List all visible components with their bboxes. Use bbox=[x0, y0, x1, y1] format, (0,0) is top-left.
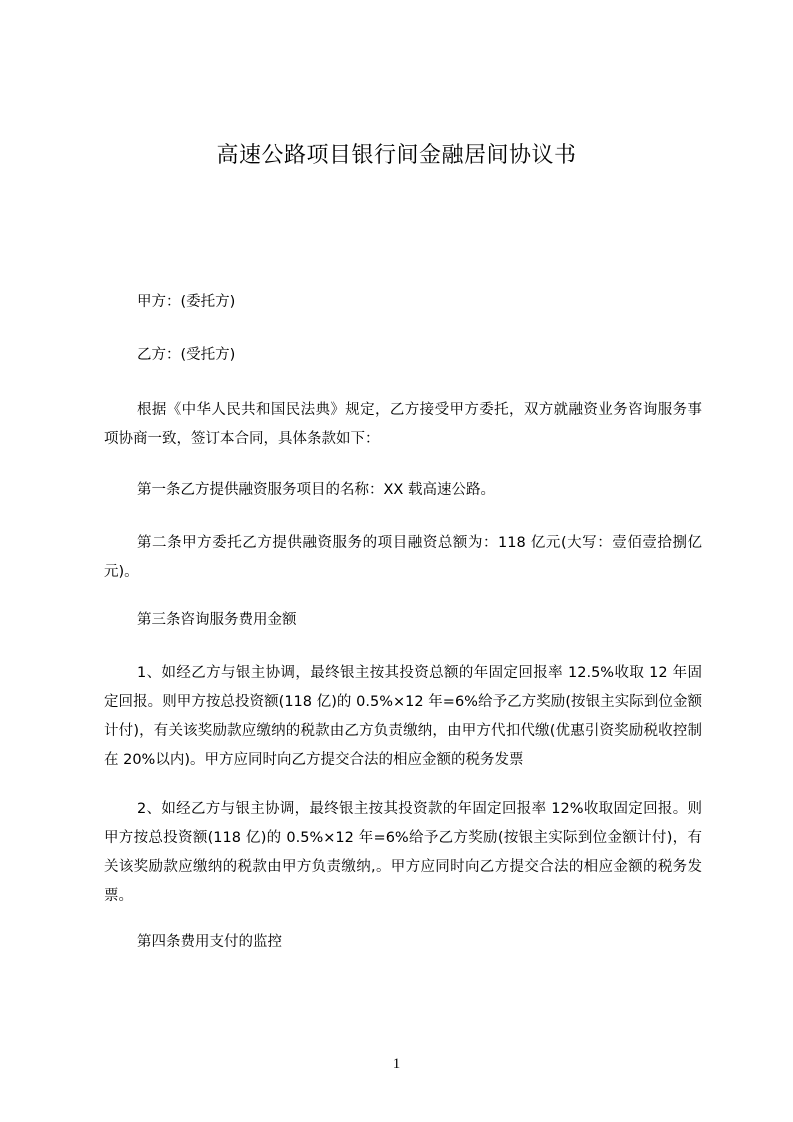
party-b-line: 乙方：(受托方) bbox=[137, 347, 236, 363]
page-number: 1 bbox=[392, 1056, 401, 1072]
article-4-heading: 第四条费用支付的监控 bbox=[137, 934, 282, 950]
article-3-heading: 第三条咨询服务费用金额 bbox=[137, 612, 297, 628]
preamble-paragraph: 根据《中华人民共和国民法典》规定，乙方接受甲方委托，双方就融资业务咨询服务事项协商一致，签订本合同，具体条款如下： bbox=[104, 402, 702, 447]
party-a-line: 甲方：(委托方) bbox=[137, 294, 236, 310]
article-3-item-2: 2、如经乙方与银主协调，最终银主按其投资款的年固定回报率 12%收取固定回报。则甲方按总投资额(118 亿)的 0.5%×12 年=6%给予乙方奖励(按银主实际到位金额计付)，有关该奖励款应缴纳的税款由甲方负责缴纳,。甲方应同时向乙方提交合法的相应金额的税务发票。 bbox=[104, 801, 702, 904]
article-2-paragraph: 第二条甲方委托乙方提供融资服务的项目融资总额为：118 亿元(大写：壹佰壹拾捌亿元)。 bbox=[104, 535, 702, 580]
article-1-paragraph: 第一条乙方提供融资服务项目的名称：XX 载高速公路。 bbox=[137, 482, 495, 498]
document-title: 高速公路项目银行间金融居间协议书 bbox=[216, 143, 577, 168]
article-3-item-1: 1、如经乙方与银主协调，最终银主按其投资总额的年固定回报率 12.5%收取 12 年固定回报。则甲方按总投资额(118 亿)的 0.5%×12 年=6%给予乙方奖励(按银主实际到位金额计付)，有关该奖励款应缴纳的税款由乙方负责缴纳，由甲方代扣代缴(优惠引资奖励税收控制在 20%以内)。甲方应同时向乙方提交合法的相应金额的税务发票 bbox=[104, 665, 702, 768]
